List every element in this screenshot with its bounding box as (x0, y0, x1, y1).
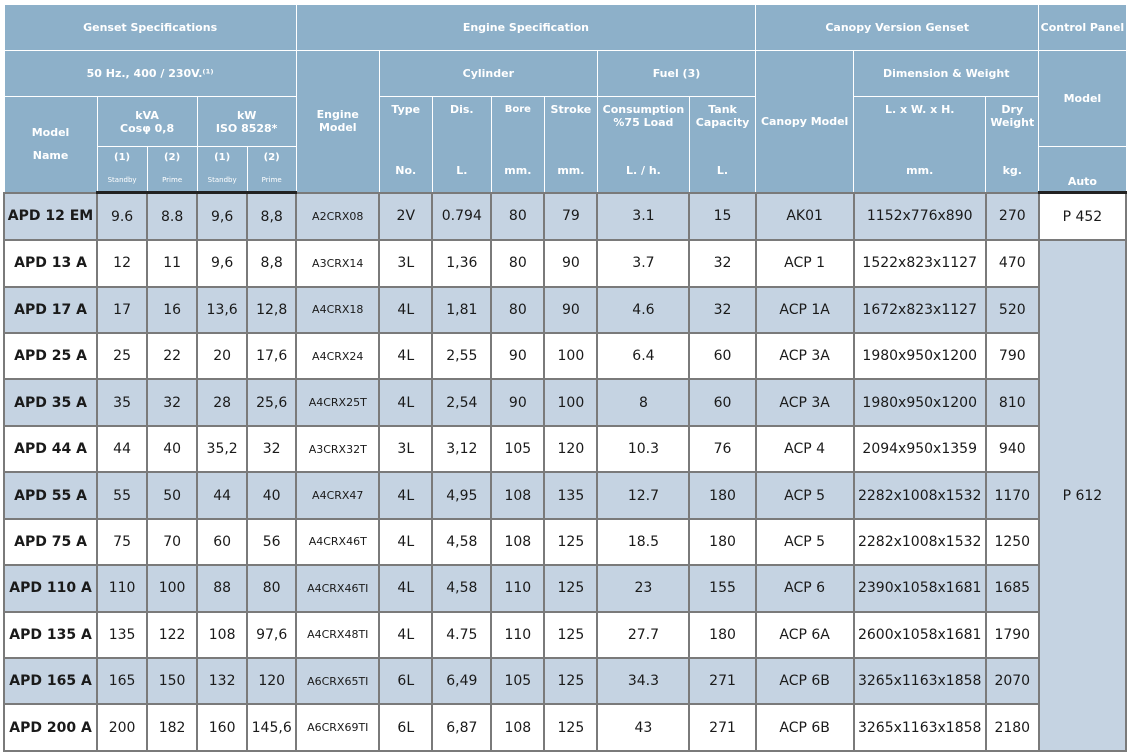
kw-standby-num: (1) (214, 152, 231, 163)
kw-prime-cell: 97,6 (247, 612, 296, 658)
bore-cell: 80 (491, 240, 544, 286)
kw-standby-cell: 60 (197, 519, 247, 565)
type-header (379, 97, 432, 193)
dimension-weight-header: Dimension & Weight (854, 51, 1039, 97)
engine-model-cell: A4CRX46T (296, 519, 379, 565)
bore-cell: 80 (491, 287, 544, 333)
model-name-header (4, 97, 97, 193)
dry-weight-cell: 520 (986, 287, 1039, 333)
bore-cell: 90 (491, 333, 544, 379)
canopy-model-cell: ACP 3A (756, 379, 854, 425)
dimensions-label: L. x W. x H. (884, 103, 955, 116)
engine-model-cell: A3CRX32T (296, 426, 379, 472)
dry-weight-cell: 470 (986, 240, 1039, 286)
kw-standby-cell: 9,6 (197, 193, 247, 241)
dry-weight-cell: 1170 (986, 472, 1039, 518)
kva-standby-cell: 25 (97, 333, 147, 379)
dry-weight-cell: 940 (986, 426, 1039, 472)
kw-prime-cell: 8,8 (247, 193, 296, 241)
panel-model-header: Model (1039, 51, 1126, 147)
bore-cell: 108 (491, 704, 544, 751)
bore-label: Bore (504, 104, 531, 115)
consumption-cell: 10.3 (597, 426, 689, 472)
dry-weight-cell: 1685 (986, 565, 1039, 611)
kw-prime-cell: 25,6 (247, 379, 296, 425)
kva-standby-cell: 200 (97, 704, 147, 751)
kw-standby-cell: 20 (197, 333, 247, 379)
kva-prime-cell: 182 (147, 704, 197, 751)
tank-capacity-cell: 15 (689, 193, 755, 241)
dimensions-cell: 1152x776x890 (854, 193, 986, 241)
displacement-cell: 4,95 (432, 472, 491, 518)
kw-prime-label: Prime (261, 176, 282, 184)
model-cell: APD 110 A (4, 565, 97, 611)
stroke-cell: 125 (544, 519, 597, 565)
kw-prime-cell: 56 (247, 519, 296, 565)
fuel-header: Fuel (3) (597, 51, 755, 97)
consumption-cell: 23 (597, 565, 689, 611)
table-row (4, 333, 1126, 379)
control-panel-cell: P 452 (1039, 193, 1126, 241)
stroke-cell: 125 (544, 658, 597, 704)
type-cell: 4L (379, 612, 432, 658)
table-row (4, 193, 1126, 241)
engine-model-cell: A4CRX18 (296, 287, 379, 333)
type-cell: 4L (379, 287, 432, 333)
tank-capacity-cell: 180 (689, 612, 755, 658)
model-cell: APD 55 A (4, 472, 97, 518)
kw-prime-cell: 145,6 (247, 704, 296, 751)
type-cell: 2V (379, 193, 432, 241)
engine-model-cell: A4CRX47 (296, 472, 379, 518)
displacement-cell: 1,81 (432, 287, 491, 333)
stroke-label: Stroke (550, 103, 592, 116)
kw-standby-cell: 44 (197, 472, 247, 518)
kw-standby-label: Standby (207, 176, 237, 184)
type-cell: 4L (379, 379, 432, 425)
engine-model-cell: A4CRX46TI (296, 565, 379, 611)
kva-prime-cell: 70 (147, 519, 197, 565)
tank-capacity-label: Tank Capacity (695, 103, 750, 129)
kva-standby-cell: 75 (97, 519, 147, 565)
displacement-cell: 3,12 (432, 426, 491, 472)
model-cell: APD 200 A (4, 704, 97, 751)
dry-weight-cell: 270 (986, 193, 1039, 241)
dimensions-cell: 1980x950x1200 (854, 333, 986, 379)
type-cell: 3L (379, 240, 432, 286)
canopy-model-cell: ACP 5 (756, 472, 854, 518)
kva-prime-cell: 100 (147, 565, 197, 611)
engine-model-header: Engine Model (296, 51, 379, 193)
type-cell: 4L (379, 519, 432, 565)
displacement-cell: 6,49 (432, 658, 491, 704)
stroke-cell: 125 (544, 704, 597, 751)
dry-weight-cell: 2180 (986, 704, 1039, 751)
kva-prime-cell: 150 (147, 658, 197, 704)
engine-specification-header: Engine Specification (296, 5, 755, 51)
canopy-model-cell: ACP 4 (756, 426, 854, 472)
dimensions-cell: 1672x823x1127 (854, 287, 986, 333)
kva-standby-cell: 110 (97, 565, 147, 611)
table-row (4, 426, 1126, 472)
type-cell: 4L (379, 472, 432, 518)
canopy-model-cell: ACP 6B (756, 704, 854, 751)
kw-prime-cell: 80 (247, 565, 296, 611)
displacement-cell: 1,36 (432, 240, 491, 286)
control-panel-header: Control Panel (1039, 5, 1126, 51)
kw-prime-cell: 12,8 (247, 287, 296, 333)
bore-cell: 90 (491, 379, 544, 425)
tank-capacity-cell: 32 (689, 287, 755, 333)
kva-prime-header (147, 147, 197, 193)
dry-weight-unit: kg. (1002, 164, 1022, 177)
engine-model-cell: A2CRX08 (296, 193, 379, 241)
panel-auto-header: Auto (1039, 147, 1126, 193)
consumption-unit: L. / h. (625, 164, 661, 177)
canopy-model-cell: AK01 (756, 193, 854, 241)
bore-unit: mm. (504, 164, 532, 177)
bore-cell: 110 (491, 612, 544, 658)
tank-capacity-header (689, 97, 755, 193)
canopy-model-cell: ACP 3A (756, 333, 854, 379)
bore-cell: 105 (491, 426, 544, 472)
type-cell: 4L (379, 565, 432, 611)
consumption-cell: 8 (597, 379, 689, 425)
consumption-cell: 27.7 (597, 612, 689, 658)
type-unit: No. (395, 164, 417, 177)
table-row (4, 519, 1126, 565)
dimensions-cell: 2282x1008x1532 (854, 472, 986, 518)
engine-model-cell: A3CRX14 (296, 240, 379, 286)
bore-cell: 108 (491, 472, 544, 518)
model-cell: APD 25 A (4, 333, 97, 379)
table-header (4, 5, 1126, 193)
dry-weight-cell: 790 (986, 333, 1039, 379)
dimensions-cell: 2094x950x1359 (854, 426, 986, 472)
kw-standby-cell: 9,6 (197, 240, 247, 286)
displacement-cell: 4,58 (432, 565, 491, 611)
stroke-cell: 120 (544, 426, 597, 472)
dimensions-cell: 1522x823x1127 (854, 240, 986, 286)
tank-capacity-unit: L. (716, 164, 729, 177)
table-row (4, 379, 1126, 425)
model-cell: APD 13 A (4, 240, 97, 286)
kva-standby-header (97, 147, 147, 193)
kva-standby-label: Standby (107, 176, 137, 184)
bore-cell: 110 (491, 565, 544, 611)
kva-standby-num: (1) (114, 152, 131, 163)
bore-cell: 80 (491, 193, 544, 241)
kva-header (97, 97, 197, 147)
tank-capacity-cell: 271 (689, 704, 755, 751)
cylinder-header: Cylinder (379, 51, 597, 97)
type-label: Type (391, 103, 421, 116)
kva-prime-cell: 16 (147, 287, 197, 333)
type-cell: 3L (379, 426, 432, 472)
stroke-header (544, 97, 597, 193)
consumption-cell: 6.4 (597, 333, 689, 379)
dimensions-header (854, 97, 986, 193)
model-cell: APD 44 A (4, 426, 97, 472)
kw-label: kW (236, 108, 257, 122)
stroke-cell: 135 (544, 472, 597, 518)
dimensions-cell: 1980x950x1200 (854, 379, 986, 425)
model-cell: APD 12 EM (4, 193, 97, 241)
consumption-cell: 34.3 (597, 658, 689, 704)
dry-weight-cell: 1250 (986, 519, 1039, 565)
consumption-cell: 43 (597, 704, 689, 751)
stroke-unit: mm. (557, 164, 585, 177)
dry-weight-cell: 810 (986, 379, 1039, 425)
kw-prime-cell: 120 (247, 658, 296, 704)
displacement-cell: 2,54 (432, 379, 491, 425)
engine-model-cell: A6CRX69TI (296, 704, 379, 751)
kva-standby-cell: 55 (97, 472, 147, 518)
kw-prime-cell: 17,6 (247, 333, 296, 379)
type-cell: 4L (379, 333, 432, 379)
kw-standby-cell: 13,6 (197, 287, 247, 333)
bore-cell: 108 (491, 519, 544, 565)
consumption-cell: 3.1 (597, 193, 689, 241)
type-cell: 6L (379, 704, 432, 751)
tank-capacity-cell: 271 (689, 658, 755, 704)
kw-standby-cell: 108 (197, 612, 247, 658)
consumption-cell: 4.6 (597, 287, 689, 333)
kva-label: kVA (135, 108, 159, 122)
engine-model-cell: A6CRX65TI (296, 658, 379, 704)
kw-standby-cell: 28 (197, 379, 247, 425)
tank-capacity-cell: 180 (689, 472, 755, 518)
frequency-voltage-header: 50 Hz., 400 / 230V.⁽¹⁾ (4, 51, 296, 97)
tank-capacity-cell: 32 (689, 240, 755, 286)
stroke-cell: 125 (544, 565, 597, 611)
kw-prime-cell: 40 (247, 472, 296, 518)
dis-unit: L. (456, 164, 468, 177)
table-row (4, 704, 1126, 751)
dry-weight-cell: 1790 (986, 612, 1039, 658)
kw-prime-cell: 32 (247, 426, 296, 472)
kva-prime-cell: 50 (147, 472, 197, 518)
kva-standby-cell: 165 (97, 658, 147, 704)
model-cell: APD 35 A (4, 379, 97, 425)
model-name-line-1: Model (31, 126, 70, 140)
spec-table-container (3, 4, 1127, 752)
tank-capacity-cell: 76 (689, 426, 755, 472)
dis-header (432, 97, 491, 193)
dimensions-cell: 2282x1008x1532 (854, 519, 986, 565)
kw-prime-num: (2) (263, 152, 280, 163)
kw-prime-cell: 8,8 (247, 240, 296, 286)
dimensions-cell: 2390x1058x1681 (854, 565, 986, 611)
dry-weight-cell: 2070 (986, 658, 1039, 704)
consumption-label: Consumption %75 Load (602, 103, 685, 129)
stroke-cell: 125 (544, 612, 597, 658)
kva-cos-label: Cosφ 0,8 (120, 121, 175, 135)
dimensions-cell: 3265x1163x1858 (854, 704, 986, 751)
engine-model-cell: A4CRX24 (296, 333, 379, 379)
dimensions-cell: 3265x1163x1858 (854, 658, 986, 704)
bore-cell: 105 (491, 658, 544, 704)
kva-prime-cell: 122 (147, 612, 197, 658)
stroke-cell: 100 (544, 379, 597, 425)
stroke-cell: 90 (544, 240, 597, 286)
dry-weight-label: Dry Weight (990, 103, 1035, 129)
kw-standby-cell: 88 (197, 565, 247, 611)
canopy-model-cell: ACP 1A (756, 287, 854, 333)
consumption-cell: 18.5 (597, 519, 689, 565)
table-body (4, 193, 1126, 752)
dimensions-cell: 2600x1058x1681 (854, 612, 986, 658)
dimensions-unit: mm. (906, 164, 934, 177)
dis-label: Dis. (449, 103, 474, 116)
bore-header (491, 97, 544, 193)
kva-standby-cell: 12 (97, 240, 147, 286)
displacement-cell: 0.794 (432, 193, 491, 241)
canopy-model-cell: ACP 5 (756, 519, 854, 565)
canopy-version-genset-header: Canopy Version Genset (756, 5, 1039, 51)
consumption-cell: 12.7 (597, 472, 689, 518)
kw-standby-cell: 132 (197, 658, 247, 704)
engine-model-cell: A4CRX48TI (296, 612, 379, 658)
displacement-cell: 4,58 (432, 519, 491, 565)
kw-standby-cell: 35,2 (197, 426, 247, 472)
consumption-header (597, 97, 689, 193)
tank-capacity-cell: 60 (689, 379, 755, 425)
kva-prime-num: (2) (164, 152, 181, 163)
model-cell: APD 135 A (4, 612, 97, 658)
displacement-cell: 4.75 (432, 612, 491, 658)
kva-prime-cell: 40 (147, 426, 197, 472)
genset-spec-table (3, 4, 1127, 752)
kw-header (197, 97, 296, 147)
canopy-model-cell: ACP 6B (756, 658, 854, 704)
table-row (4, 565, 1126, 611)
kva-standby-cell: 35 (97, 379, 147, 425)
canopy-model-cell: ACP 6 (756, 565, 854, 611)
kva-prime-label: Prime (162, 176, 183, 184)
kva-prime-cell: 22 (147, 333, 197, 379)
tank-capacity-cell: 155 (689, 565, 755, 611)
genset-specifications-header: Genset Specifications (4, 5, 296, 51)
kva-prime-cell: 11 (147, 240, 197, 286)
stroke-cell: 100 (544, 333, 597, 379)
kw-prime-header (247, 147, 296, 193)
table-row (4, 240, 1126, 286)
type-cell: 6L (379, 658, 432, 704)
tank-capacity-cell: 60 (689, 333, 755, 379)
table-row (4, 612, 1126, 658)
model-cell: APD 75 A (4, 519, 97, 565)
kva-standby-cell: 9.6 (97, 193, 147, 241)
canopy-model-cell: ACP 1 (756, 240, 854, 286)
model-cell: APD 165 A (4, 658, 97, 704)
displacement-cell: 6,87 (432, 704, 491, 751)
stroke-cell: 79 (544, 193, 597, 241)
table-row (4, 658, 1126, 704)
kva-prime-cell: 8.8 (147, 193, 197, 241)
control-panel-cell: P 612 (1039, 240, 1126, 751)
kva-standby-cell: 17 (97, 287, 147, 333)
displacement-cell: 2,55 (432, 333, 491, 379)
stroke-cell: 90 (544, 287, 597, 333)
kw-iso-label: ISO 8528* (215, 121, 278, 135)
dry-weight-header (986, 97, 1039, 193)
tank-capacity-cell: 180 (689, 519, 755, 565)
table-row (4, 287, 1126, 333)
kva-prime-cell: 32 (147, 379, 197, 425)
kva-standby-cell: 44 (97, 426, 147, 472)
table-row (4, 472, 1126, 518)
kva-standby-cell: 135 (97, 612, 147, 658)
canopy-model-header: Canopy Model (756, 51, 854, 193)
engine-model-cell: A4CRX25T (296, 379, 379, 425)
consumption-cell: 3.7 (597, 240, 689, 286)
model-cell: APD 17 A (4, 287, 97, 333)
kw-standby-cell: 160 (197, 704, 247, 751)
model-name-line-2: Name (32, 149, 69, 163)
kw-standby-header (197, 147, 247, 193)
canopy-model-cell: ACP 6A (756, 612, 854, 658)
